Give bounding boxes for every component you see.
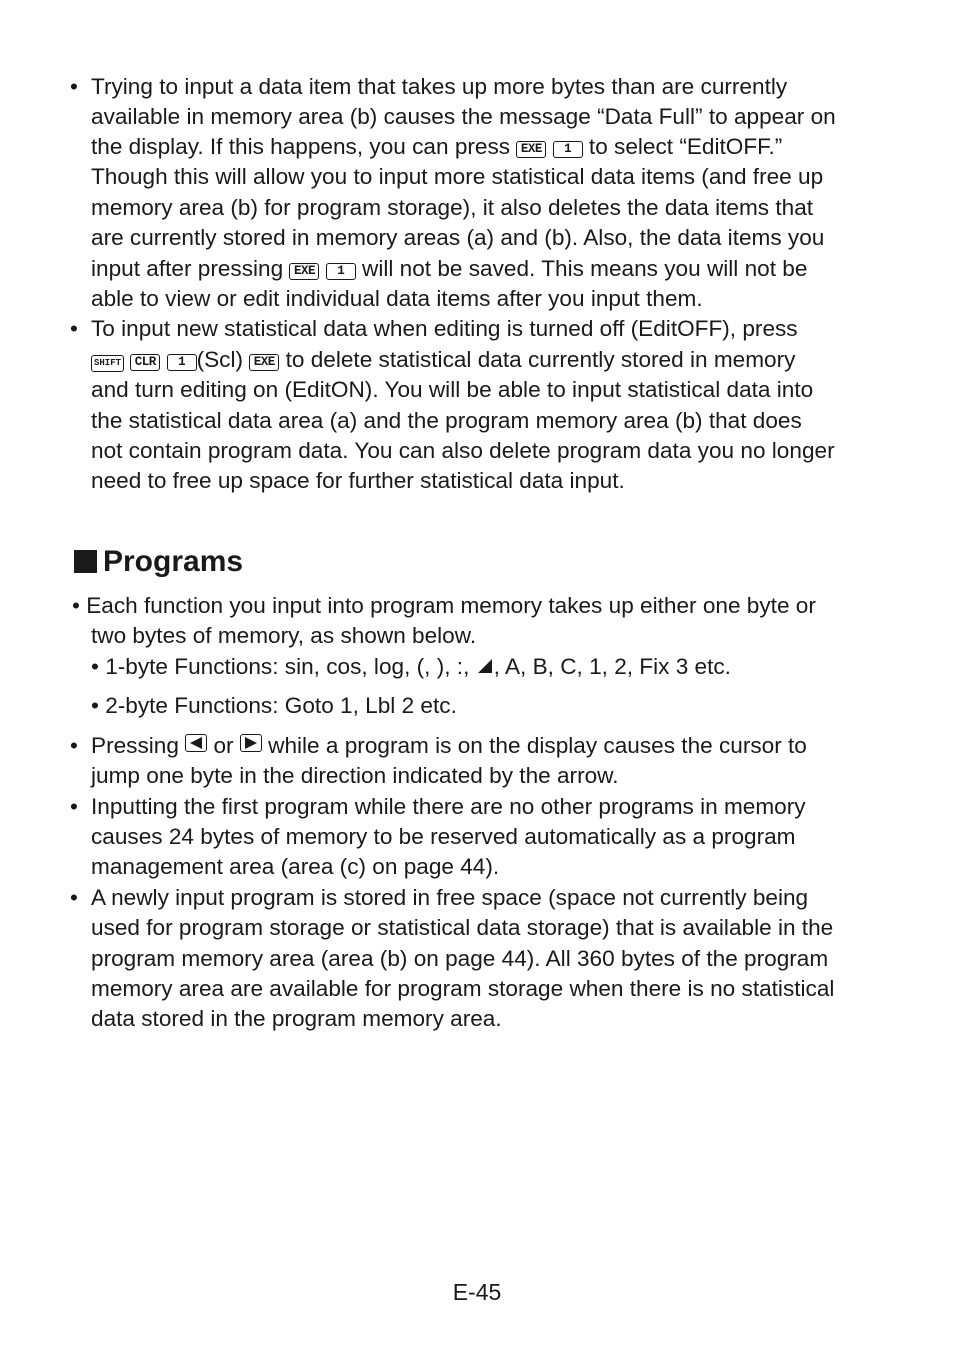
text-line: are currently stored in memory areas (a) and (b). Also, the data items you xyxy=(91,225,825,250)
text-line xyxy=(91,345,795,375)
text-span: 2-byte Functions: Goto 1, Lbl 2 etc. xyxy=(105,693,457,718)
text-line: causes 24 bytes of memory to be reserved automatically as a program xyxy=(91,824,796,849)
text-span: or xyxy=(213,733,234,758)
text-span: the display. If this happens, you can press xyxy=(91,134,511,159)
text-line: used for program storage or statistical data storage) that is available in the xyxy=(91,915,834,940)
bullet-marker: • xyxy=(91,654,99,679)
text-line: two bytes of memory, as shown below. xyxy=(91,623,477,648)
one-key-icon: 1 xyxy=(167,354,197,371)
section-heading xyxy=(74,543,243,581)
bullet-marker: • xyxy=(70,794,78,819)
square-bullet-icon xyxy=(74,550,97,573)
text-line: data stored in the program memory area. xyxy=(91,1006,502,1031)
text-span: to delete statistical data currently stored in memory xyxy=(285,347,796,372)
text-line xyxy=(91,132,782,162)
text-line xyxy=(91,254,807,284)
display-triangle-icon xyxy=(476,658,494,674)
text-span: to select “EditOFF.” xyxy=(588,134,783,159)
sub-bullet-line xyxy=(91,691,457,721)
shift-key-icon: SHIFT xyxy=(91,355,124,372)
page-number: E-45 xyxy=(452,1279,502,1305)
text-span: , A, B, C, 1, 2, Fix 3 etc. xyxy=(493,654,731,679)
clr-key-icon: CLR xyxy=(130,354,160,371)
text-line: Trying to input a data item that takes up more bytes than are currently xyxy=(91,74,788,99)
bullet-marker: • xyxy=(70,74,78,99)
right-arrow-key-icon xyxy=(240,734,262,752)
bullet-marker: • xyxy=(70,885,78,910)
text-line: and turn editing on (EditON). You will be able to input statistical data into xyxy=(91,377,814,402)
text-line: the statistical data area (a) and the program memory area (b) that does xyxy=(91,408,802,433)
exe-key-icon: EXE xyxy=(249,354,279,371)
text-span: (Scl) xyxy=(196,347,244,372)
text-span: input after pressing xyxy=(91,256,284,281)
text-line xyxy=(72,591,816,621)
text-line: To input new statistical data when editing is turned off (EditOFF), press xyxy=(91,316,798,341)
bullet-marker: • xyxy=(91,693,99,718)
text-line: program memory area (area (b) on page 44). All 360 bytes of the program xyxy=(91,946,829,971)
text-span: 1-byte Functions: sin, cos, log, (, ), :, xyxy=(105,654,470,679)
text-span: will not be saved. This means you will not be xyxy=(362,256,808,281)
text-line: not contain program data. You can also delete program data you no longer xyxy=(91,438,835,463)
text-line: Inputting the first program while there are no other programs in memory xyxy=(91,794,806,819)
bullet-marker: • xyxy=(70,733,78,758)
text-line: Though this will allow you to input more statistical data items (and free up xyxy=(91,164,824,189)
exe-key-icon: EXE xyxy=(516,141,546,158)
left-arrow-key-icon xyxy=(185,734,207,752)
text-line: memory area (b) for program storage), it also deletes the data items that xyxy=(91,195,814,220)
one-key-icon: 1 xyxy=(553,141,583,158)
text-line: jump one byte in the direction indicated by the arrow. xyxy=(91,763,619,788)
text-span: while a program is on the display causes the cursor to xyxy=(268,733,807,758)
text-line: A newly input program is stored in free space (space not currently being xyxy=(91,885,809,910)
heading-text: Programs xyxy=(103,545,244,578)
text-line xyxy=(91,731,807,761)
text-line: need to free up space for further statistical data input. xyxy=(91,468,625,493)
sub-bullet-line xyxy=(91,652,731,682)
exe-key-icon: EXE xyxy=(289,263,319,280)
bullet-marker: • xyxy=(70,316,78,341)
text-span: Pressing xyxy=(91,733,179,758)
one-key-icon: 1 xyxy=(326,263,356,280)
bullet-marker: • xyxy=(72,593,80,618)
text-span: Each function you input into program memory takes up either one byte or xyxy=(86,593,816,618)
text-line: management area (area (c) on page 44). xyxy=(91,854,500,879)
text-line: able to view or edit individual data items after you input them. xyxy=(91,286,703,311)
text-line: available in memory area (b) causes the message “Data Full” to appear on xyxy=(91,104,836,129)
text-line: memory area are available for program storage when there is no statistical xyxy=(91,976,835,1001)
